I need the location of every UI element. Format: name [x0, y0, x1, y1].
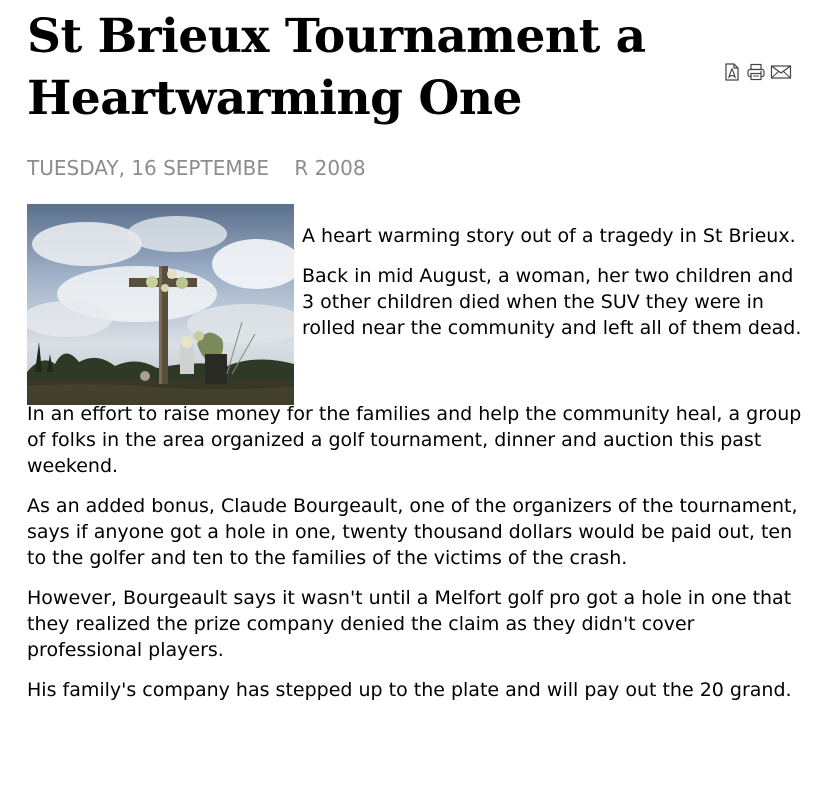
print-button[interactable]	[746, 62, 766, 82]
article-title: St Brieux Tournament a Heartwarming One	[27, 9, 646, 126]
article-paragraph: In an effort to raise money for the families and help the community heal, a group of folks in the area organized a golf tournament, dinner and auction this past weekend.	[27, 403, 802, 477]
article-paragraph: His family's company has stepped up to the plate and will pay out the 20 grand.	[27, 679, 792, 701]
pdf-button[interactable]	[722, 62, 742, 82]
article-body	[27, 223, 802, 717]
article-paragraph: As an added bonus, Claude Bourgeault, one of the organizers of the tournament, says if anyone got a hole in one, twenty thousand dollars would be paid out, ten to the golfer and ten to the families of the victims of the crash.	[27, 495, 798, 569]
email-icon	[770, 62, 792, 82]
article-tools	[722, 62, 790, 82]
email-button[interactable]	[770, 62, 790, 82]
article-paragraph: A heart warming story out of a tragedy in St Brieux.	[302, 225, 796, 247]
article-paragraph: Back in mid August, a woman, her two children and 3 other children died when the SUV they were in rolled near the community and left all of them dead.	[302, 265, 802, 339]
pdf-icon	[722, 62, 742, 82]
article-date: TUESDAY, 16 SEPTEMBE R 2008	[27, 156, 366, 180]
article-paragraph: However, Bourgeault says it wasn't until a Melfort golf pro got a hole in one that they realized the prize company denied the claim as they didn't cover professional players.	[27, 587, 792, 661]
print-icon	[746, 62, 766, 82]
photo-wrap-spacer	[27, 223, 302, 398]
